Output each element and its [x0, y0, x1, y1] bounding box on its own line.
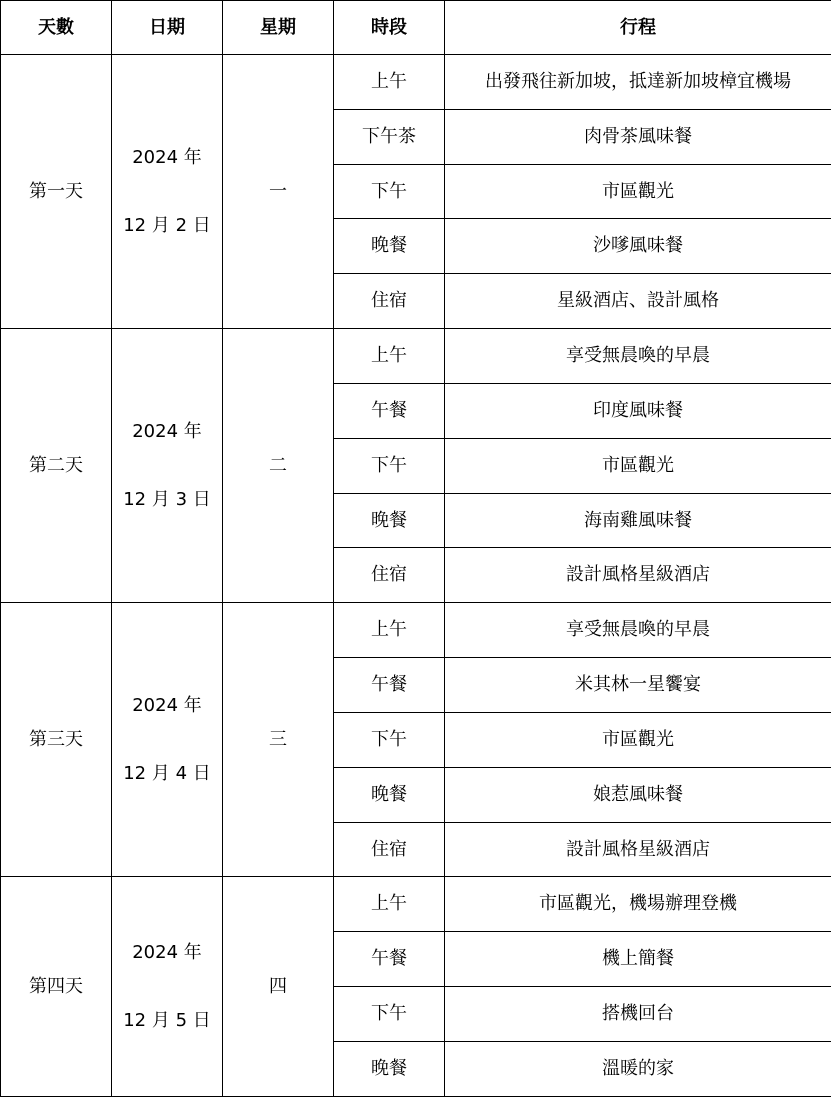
date-stack — [112, 420, 222, 510]
time-slot-cell: 午餐 — [334, 658, 445, 713]
day-label-cell: 第四天 — [1, 877, 112, 1097]
date-cell — [112, 603, 223, 877]
date-year: 2024 年 — [132, 420, 202, 442]
header-itinerary: 行程 — [445, 1, 831, 55]
time-slot-cell: 晚餐 — [334, 767, 445, 822]
time-slot-cell: 上午 — [334, 329, 445, 384]
header-day-count: 天數 — [1, 1, 112, 55]
time-slot-cell: 晚餐 — [334, 1041, 445, 1096]
time-slot-cell: 下午 — [334, 164, 445, 219]
activity-cell: 溫暖的家 — [445, 1041, 831, 1096]
table-row — [1, 329, 831, 384]
date-day: 12 月 2 日 — [123, 214, 211, 236]
activity-cell: 市區觀光 — [445, 164, 831, 219]
time-slot-cell: 下午 — [334, 438, 445, 493]
time-slot-cell: 午餐 — [334, 383, 445, 438]
activity-cell: 機上簡餐 — [445, 932, 831, 987]
header-date: 日期 — [112, 1, 223, 55]
activity-cell: 肉骨茶風味餐 — [445, 109, 831, 164]
activity-cell: 米其林一星饗宴 — [445, 658, 831, 713]
day-label-cell: 第二天 — [1, 329, 112, 603]
day-label-cell: 第一天 — [1, 55, 112, 329]
activity-cell: 出發飛往新加坡，抵達新加坡樟宜機場 — [445, 55, 831, 110]
activity-cell: 市區觀光，機場辦理登機 — [445, 877, 831, 932]
time-slot-cell: 晚餐 — [334, 493, 445, 548]
activity-cell: 沙嗲風味餐 — [445, 219, 831, 274]
date-cell — [112, 877, 223, 1097]
date-year: 2024 年 — [132, 146, 202, 168]
activity-cell: 市區觀光 — [445, 438, 831, 493]
time-slot-cell: 住宿 — [334, 822, 445, 877]
time-slot-cell: 晚餐 — [334, 219, 445, 274]
date-year: 2024 年 — [132, 941, 202, 963]
activity-cell: 印度風味餐 — [445, 383, 831, 438]
time-slot-cell: 下午茶 — [334, 109, 445, 164]
date-cell — [112, 329, 223, 603]
header-time-slot: 時段 — [334, 1, 445, 55]
activity-cell: 享受無晨喚的早晨 — [445, 329, 831, 384]
time-slot-cell: 住宿 — [334, 548, 445, 603]
table-header — [1, 1, 831, 55]
activity-cell: 星級酒店、設計風格 — [445, 274, 831, 329]
table-body — [1, 55, 831, 1097]
weekday-cell: 三 — [223, 603, 334, 877]
date-stack — [112, 146, 222, 236]
weekday-cell: 四 — [223, 877, 334, 1097]
table-row — [1, 877, 831, 932]
time-slot-cell: 上午 — [334, 603, 445, 658]
weekday-cell: 二 — [223, 329, 334, 603]
date-year: 2024 年 — [132, 694, 202, 716]
activity-cell: 設計風格星級酒店 — [445, 548, 831, 603]
activity-cell: 娘惹風味餐 — [445, 767, 831, 822]
time-slot-cell: 午餐 — [334, 932, 445, 987]
day-label-cell: 第三天 — [1, 603, 112, 877]
date-stack — [112, 694, 222, 784]
header-row — [1, 1, 831, 55]
time-slot-cell: 上午 — [334, 877, 445, 932]
table-row — [1, 55, 831, 110]
time-slot-cell: 上午 — [334, 55, 445, 110]
activity-cell: 搭機回台 — [445, 987, 831, 1042]
activity-cell: 設計風格星級酒店 — [445, 822, 831, 877]
date-day: 12 月 3 日 — [123, 488, 211, 510]
date-day: 12 月 4 日 — [123, 762, 211, 784]
time-slot-cell: 下午 — [334, 987, 445, 1042]
activity-cell: 市區觀光 — [445, 712, 831, 767]
table-row — [1, 603, 831, 658]
activity-cell: 享受無晨喚的早晨 — [445, 603, 831, 658]
date-stack — [112, 941, 222, 1031]
activity-cell: 海南雞風味餐 — [445, 493, 831, 548]
date-cell — [112, 55, 223, 329]
time-slot-cell: 住宿 — [334, 274, 445, 329]
time-slot-cell: 下午 — [334, 712, 445, 767]
date-day: 12 月 5 日 — [123, 1009, 211, 1031]
header-weekday: 星期 — [223, 1, 334, 55]
weekday-cell: 一 — [223, 55, 334, 329]
